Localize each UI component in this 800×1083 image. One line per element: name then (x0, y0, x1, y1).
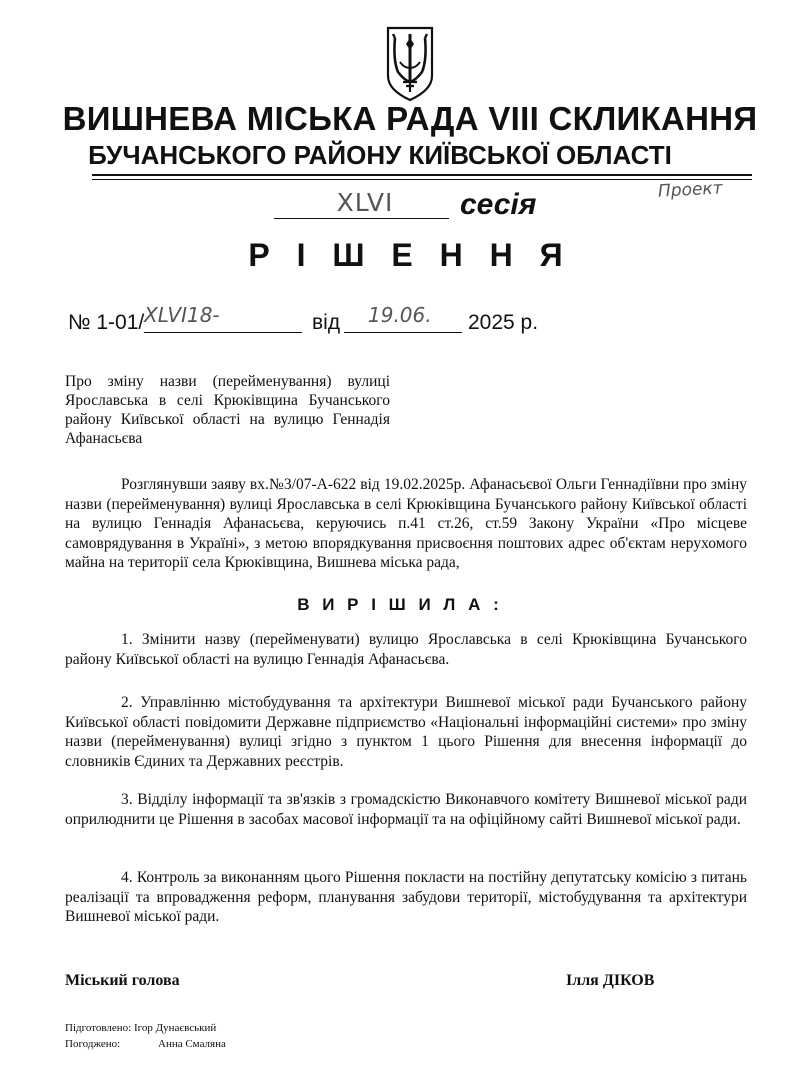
date-from-label: від (312, 311, 341, 334)
prepared-by: Підготовлено: Ігор Дунаєвський (65, 1022, 217, 1034)
session-label: сесія (460, 188, 537, 221)
agreed-name: Анна Смаляна (158, 1038, 226, 1050)
draft-handwritten-mark: Проект (657, 178, 724, 202)
resolution-item-3: 3. Відділу інформації та зв'язків з громадскістю Виконавчого комітету Вишневої міської ради оприлюднити це Рішення в засобах масової інформації та на офіційному сайті Вишневої міської ради. (65, 791, 747, 828)
session-number-handwritten: XLVI (336, 188, 394, 217)
decision-year: 2025 р. (468, 311, 539, 334)
decision-date-handwritten: 19.06. (368, 303, 432, 327)
council-name: ВИШНЕВА МІСЬКА РАДА VIII СКЛИКАННЯ (62, 100, 758, 137)
decision-number-prefix: № 1-01/ (68, 311, 145, 334)
decision-number-underline (144, 332, 302, 333)
agreed-label: Погоджено: (65, 1038, 121, 1050)
council-region: БУЧАНСЬКОГО РАЙОНУ КИЇВСЬКОЇ ОБЛАСТІ (88, 140, 672, 170)
header-rule-thin (92, 179, 752, 180)
signatory-title: Міський голова (65, 972, 180, 989)
decision-number-handwritten: XLVI18- (144, 303, 220, 327)
resolution-item-4: 4. Контроль за виконанням цього Рішення покласти на постійну депутатську комісію з питань реалізації та впровадження реформ, планування забудови території, містобудування та архітектури Вишневої міської ради. (65, 869, 747, 925)
preamble-paragraph: Розглянувши заяву вх.№3/07-А-622 від 19.02.2025р. Афанасьєвої Ольги Геннадіївни про зміну назви (перейменування) вулиці Ярославська в селі Крюківщина Бучанського району Київської області на вулицю Геннадія Афанасьєва, керуючись п.41 ст.26, ст.59 Закону України «Про місцеве самоврядування в Україні», з метою впорядкування присвоєння поштових адрес об'єктам нерухомого майна на території села Крюківщина, Вишнева міська рада, (65, 476, 747, 571)
decision-date-underline (344, 332, 462, 333)
decision-title: Р І Ш Е Н Н Я (248, 237, 572, 273)
session-underline (274, 218, 449, 219)
decision-subject: Про зміну назви (перейменування) вулиці Ярославська в селі Крюківщина Бучанського району Київської області на вулицю Геннадія Афанасьєва (65, 373, 390, 447)
header-rule (92, 174, 752, 176)
signatory-name: Ілля ДІКОВ (566, 972, 655, 989)
resolved-heading: В И Р І Ш И Л А : (297, 595, 503, 614)
trident-coat-of-arms-icon (384, 24, 436, 102)
resolution-item-1: 1. Змінити назву (перейменувати) вулицю Ярославська в селі Крюківщина Бучанського району Київської області на вулицю Геннадія Афанасьєва. (65, 631, 747, 668)
resolution-item-2: 2. Управлінню містобудування та архітектури Вишневої міської ради Бучанського району Київської області повідомити Державне підприємство «Національні інформаційні системи» про зміну назви (перейменування) вулиці згідно з пунктом 1 цього Рішення для внесення інформації до словників Єдиних та Державних реєстрів. (65, 694, 747, 770)
